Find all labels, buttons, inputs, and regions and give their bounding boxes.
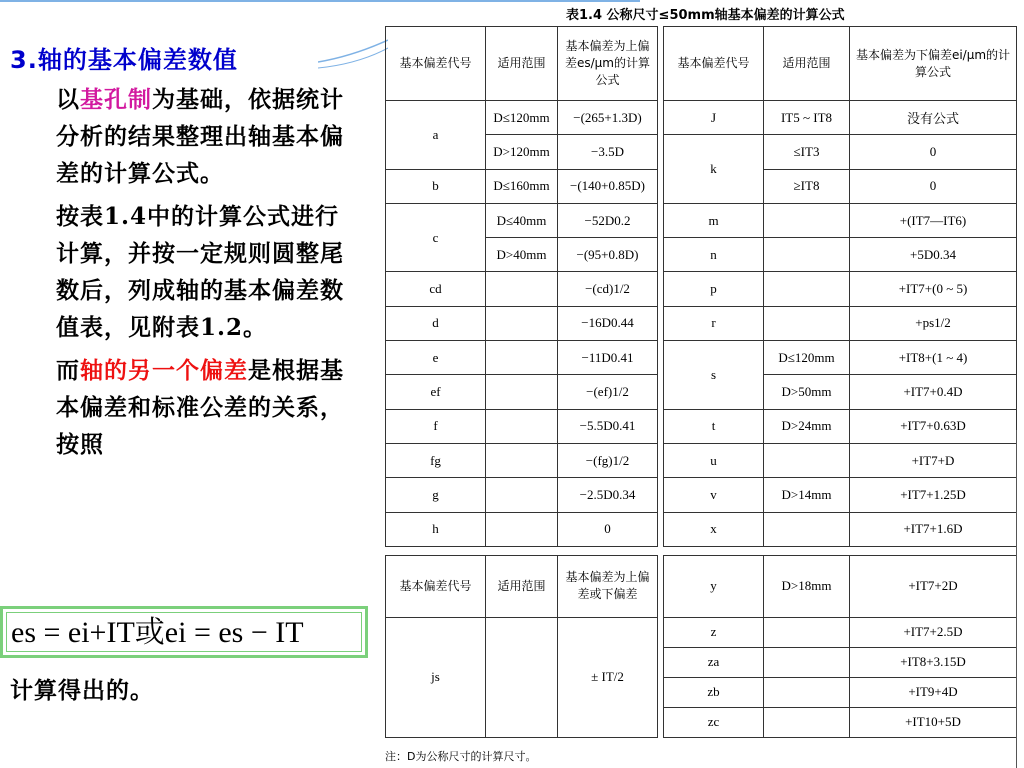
cell-code: n <box>664 238 764 272</box>
cell-range: D>24mm <box>764 409 850 443</box>
cell-range: D≤120mm <box>486 101 558 135</box>
cell-range <box>486 272 558 306</box>
cell-code: d <box>386 306 486 340</box>
cell-code: cd <box>386 272 486 306</box>
cell-formula: +(IT7—IT6) <box>850 203 1017 237</box>
table-footnote: 注：D为公称尺寸的计算尺寸。 <box>385 750 537 763</box>
cell-range <box>764 512 850 546</box>
cell-range <box>764 443 850 477</box>
cell-formula: +IT10+5D <box>850 707 1017 737</box>
cell-formula: −(fg)1/2 <box>558 443 658 477</box>
cell-formula: −52D0.2 <box>558 203 658 237</box>
cell-code: y <box>664 555 764 617</box>
table-row <box>386 306 1017 340</box>
cell-range <box>764 203 850 237</box>
cell-formula: +IT7+1.25D <box>850 478 1017 512</box>
formula-box <box>0 606 368 658</box>
cell-range: D>40mm <box>486 238 558 272</box>
cell-range <box>486 512 558 546</box>
table-header-row <box>386 27 1017 101</box>
cell-range <box>486 478 558 512</box>
cell-formula: −(95+0.8D) <box>558 238 658 272</box>
column-gap <box>658 375 664 409</box>
cell-formula: +IT7+D <box>850 443 1017 477</box>
other-rest: 是根据基本偏差和标准公差的关系，按照 <box>56 357 344 458</box>
cell-range <box>764 677 850 707</box>
cell-range <box>764 617 850 647</box>
cell-range <box>486 306 558 340</box>
cell-code: za <box>664 647 764 677</box>
col-header-range-lower: 适用范围 <box>486 555 558 617</box>
section-heading: 3.轴的基本偏差数值 <box>10 46 238 74</box>
col-header-range-left: 适用范围 <box>486 27 558 101</box>
table-row <box>386 341 1017 375</box>
cell-code: zc <box>664 707 764 737</box>
cell-formula: −5.5D0.41 <box>558 409 658 443</box>
cell-formula: +5D0.34 <box>850 238 1017 272</box>
closing-text: 计算得出的。 <box>10 677 154 704</box>
cell-code: ef <box>386 375 486 409</box>
col-header-ei-formula: 基本偏差为下偏差ei/μm的计算公式 <box>850 27 1017 101</box>
cell-code: v <box>664 478 764 512</box>
table-row <box>386 478 1017 512</box>
cell-formula: +IT7+1.6D <box>850 512 1017 546</box>
cell-range <box>486 409 558 443</box>
col-header-es-or-ei: 基本偏差为上偏差或下偏差 <box>558 555 658 617</box>
cell-formula: −(140+0.85D) <box>558 169 658 203</box>
cell-range <box>486 443 558 477</box>
cell-code: u <box>664 443 764 477</box>
cell-range <box>486 375 558 409</box>
cell-code: b <box>386 169 486 203</box>
cell-code: s <box>664 341 764 410</box>
cell-range: D>18mm <box>764 555 850 617</box>
table-row <box>386 409 1017 443</box>
cell-range <box>764 306 850 340</box>
cell-formula: −(ef)1/2 <box>558 375 658 409</box>
table-title: 表1.4 公称尺寸≤50mm轴基本偏差的计算公式 <box>566 8 845 23</box>
cell-range: ≥IT8 <box>764 169 850 203</box>
col-header-code-lower: 基本偏差代号 <box>386 555 486 617</box>
cell-code-js: js <box>386 617 486 737</box>
cell-range: D>50mm <box>764 375 850 409</box>
intro-prefix: 以 <box>56 86 80 113</box>
intro-rest: 为基础，依据统计分析的结果整理出轴基本偏差的计算公式。 <box>56 86 344 187</box>
cell-range <box>764 647 850 677</box>
cell-formula: −16D0.44 <box>558 306 658 340</box>
cell-range: D≤40mm <box>486 203 558 237</box>
cell-range: D>14mm <box>764 478 850 512</box>
cell-code: m <box>664 203 764 237</box>
cell-formula: +IT8+(1 ~ 4) <box>850 341 1017 375</box>
cell-range: D≤160mm <box>486 169 558 203</box>
cell-range <box>764 238 850 272</box>
cell-code: z <box>664 617 764 647</box>
cell-code: f <box>386 409 486 443</box>
cell-range-js <box>486 617 558 737</box>
col-header-code-right: 基本偏差代号 <box>664 27 764 101</box>
col-header-code-left: 基本偏差代号 <box>386 27 486 101</box>
cell-code: p <box>664 272 764 306</box>
cell-formula: 0 <box>850 169 1017 203</box>
top-divider-line <box>0 0 640 2</box>
table-row <box>386 617 1017 647</box>
cell-code: g <box>386 478 486 512</box>
cell-formula-js: ± IT/2 <box>558 617 658 737</box>
col-header-es-formula: 基本偏差为上偏差es/μm的计算公式 <box>558 27 658 101</box>
text-panel <box>10 40 355 463</box>
deviation-table <box>385 26 1017 738</box>
right-edge-border <box>1016 430 1024 768</box>
highlight-other-deviation: 轴的另一个偏差 <box>80 357 248 384</box>
cell-code: a <box>386 101 486 170</box>
cell-range: IT5 ~ IT8 <box>764 101 850 135</box>
cell-formula: −(265+1.3D) <box>558 101 658 135</box>
cell-code: fg <box>386 443 486 477</box>
cell-formula: 没有公式 <box>850 101 1017 135</box>
cell-range <box>764 707 850 737</box>
cell-formula: −2.5D0.34 <box>558 478 658 512</box>
cell-formula: +ps1/2 <box>850 306 1017 340</box>
paragraph-intro <box>10 81 355 192</box>
cell-range: D>120mm <box>486 135 558 169</box>
cell-code: e <box>386 341 486 375</box>
highlight-hole-basis: 基孔制 <box>80 86 152 113</box>
formula-text: es = ei+IT或ei = es − IT <box>6 612 362 652</box>
column-gap <box>658 169 664 203</box>
cell-code: J <box>664 101 764 135</box>
cell-range: ≤IT3 <box>764 135 850 169</box>
cell-range: D≤120mm <box>764 341 850 375</box>
cell-formula: −(cd)1/2 <box>558 272 658 306</box>
cell-formula: +IT7+(0 ~ 5) <box>850 272 1017 306</box>
table-row <box>386 203 1017 237</box>
table-row <box>386 512 1017 546</box>
cell-formula: +IT7+0.4D <box>850 375 1017 409</box>
second-header-row <box>386 555 1017 617</box>
col-header-range-right: 适用范围 <box>764 27 850 101</box>
table-row <box>386 101 1017 135</box>
paragraph-calculation: 按表1.4中的计算公式进行计算，并按一定规则圆整尾数后，列成轴的基本偏差数值表，见附表1.2。 <box>56 203 344 341</box>
cell-code: c <box>386 203 486 272</box>
cell-code: t <box>664 409 764 443</box>
cell-code: zb <box>664 677 764 707</box>
cell-formula: +IT7+2D <box>850 555 1017 617</box>
cell-code: r <box>664 306 764 340</box>
cell-formula: +IT7+0.63D <box>850 409 1017 443</box>
cell-code: k <box>664 135 764 204</box>
cell-range <box>764 272 850 306</box>
cell-code: h <box>386 512 486 546</box>
deviation-table-wrapper <box>385 26 1017 738</box>
cell-formula: −3.5D <box>558 135 658 169</box>
table-row <box>386 272 1017 306</box>
cell-formula: −11D0.41 <box>558 341 658 375</box>
cell-formula: 0 <box>558 512 658 546</box>
cell-formula: 0 <box>850 135 1017 169</box>
cell-code: x <box>664 512 764 546</box>
paragraph-other-deviation <box>10 352 355 463</box>
table-row <box>386 443 1017 477</box>
table-separator <box>386 546 1017 555</box>
cell-formula: +IT9+4D <box>850 677 1017 707</box>
cell-range <box>486 341 558 375</box>
other-prefix: 而 <box>56 357 80 384</box>
cell-formula: +IT8+3.15D <box>850 647 1017 677</box>
cell-formula: +IT7+2.5D <box>850 617 1017 647</box>
